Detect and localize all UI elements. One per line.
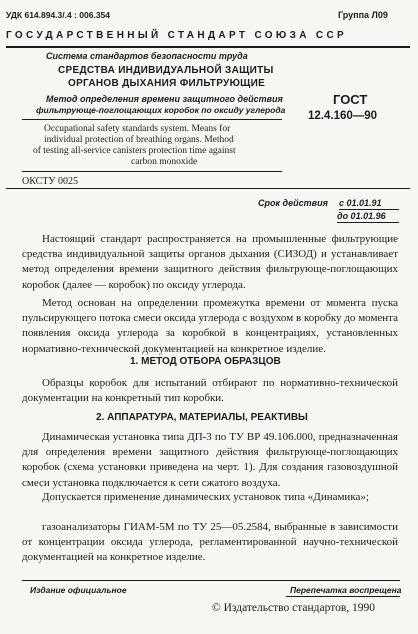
english-title-line-3: of testing all-service canisters protection time against [33,146,236,156]
gost-number: 12.4.160—90 [308,110,378,122]
intro-text-1: Настоящий стандарт распространяется на промышленные фильтрующие средства индивидуальной защиты органов дыхания (СИЗОД) и устанавливает метод определения времени защитного действия фильтрующе-поглощающих коробок (далее — коробок) по оксиду углерода. [22,233,398,291]
system-title: Система стандартов безопасности труда [46,51,248,61]
intro-text-2: Метод основан на определении промежутка времени от момента пуска пульсирующего потока смеси оксида углерода с воздухом в коробку до момента появления оксида углерода за коробкой в концентрациях, установленных нормативно-технической документацией на конкретное изделие. [22,297,398,355]
english-rule [22,171,282,172]
english-title-line-1: Occupational safety standards system. Means for [44,124,231,134]
footer-rule [22,580,400,581]
section-1-title: 1. МЕТОД ОТБОРА ОБРАЗЦОВ [130,356,281,367]
title-rule [22,119,282,120]
intro-paragraph-2 [22,296,398,357]
validity-to: до 01.01.96 [337,211,386,221]
section-1-text: Образцы коробок для испытаний отбирают по нормативно-технической документации на конкретный тип коробки. [22,377,398,405]
header-rule [6,188,410,189]
validity-rule [339,209,399,210]
method-line-1: Метод определения времени защитного действия [46,94,283,104]
section-2-text-1: Динамическая установка типа ДП-3 по ТУ ВР 49.106.000, предназначенная для определения времени защитного действия фильтрующе-поглощающих коробок (схема установки приведена на черт. 1). Для создания газовоздушной смеси установка подключается к сети сжатого воздуха. [22,431,398,489]
section-2-paragraph-1 [22,430,398,491]
validity-from: с 01.01.91 [339,198,382,208]
title-line-2: ОРГАНОВ ДЫХАНИЯ ФИЛЬТРУЮЩИЕ [68,78,266,89]
copyright: © Издательство стандартов, 1990 [212,602,376,614]
validity-label: Срок действия [258,198,328,208]
banner-rule [6,46,410,48]
section-2-text-2: Допускается применение динамических установок типа «Динамика»; [42,491,369,503]
section-2-title: 2. АППАРАТУРА, МАТЕРИАЛЫ, РЕАКТИВЫ [96,412,308,423]
udk-code: УДК 614.894.3/.4 : 006.354 [6,10,111,20]
validity-rule-bottom [337,222,399,223]
gost-label: ГОСТ [333,92,368,107]
section-1-paragraph [22,376,398,406]
reprint-notice: Перепечатка воспрещена [290,585,402,595]
reprint-rule [286,596,400,597]
group-code: Группа Л09 [338,10,388,20]
okstu-code: ОКСТУ 0025 [22,176,79,187]
section-2-paragraph-3 [22,520,398,566]
english-title-line-4: carbon monoxide [131,157,198,167]
english-title-line-2: individual protection of breathing organs. Method [44,135,234,145]
intro-paragraph-1 [22,232,398,293]
official-edition: Издание официальное [30,585,127,595]
section-2-text-3: газоанализаторы ГИАМ-5М по ТУ 25—05.2584, выбранные в зависимости от концентрации оксида углерода, регламентированной научно-технической документацией на конкретное изделие. [22,521,398,564]
section-2-paragraph-2 [22,490,398,505]
title-line-1: СРЕДСТВА ИНДИВИДУАЛЬНОЙ ЗАЩИТЫ [58,65,274,76]
standard-banner: ГОСУДАРСТВЕННЫЙ СТАНДАРТ СОЮЗА ССР [6,30,348,41]
method-line-2: фильтрующе-поглощающих коробок по оксиду углерода [36,105,286,115]
